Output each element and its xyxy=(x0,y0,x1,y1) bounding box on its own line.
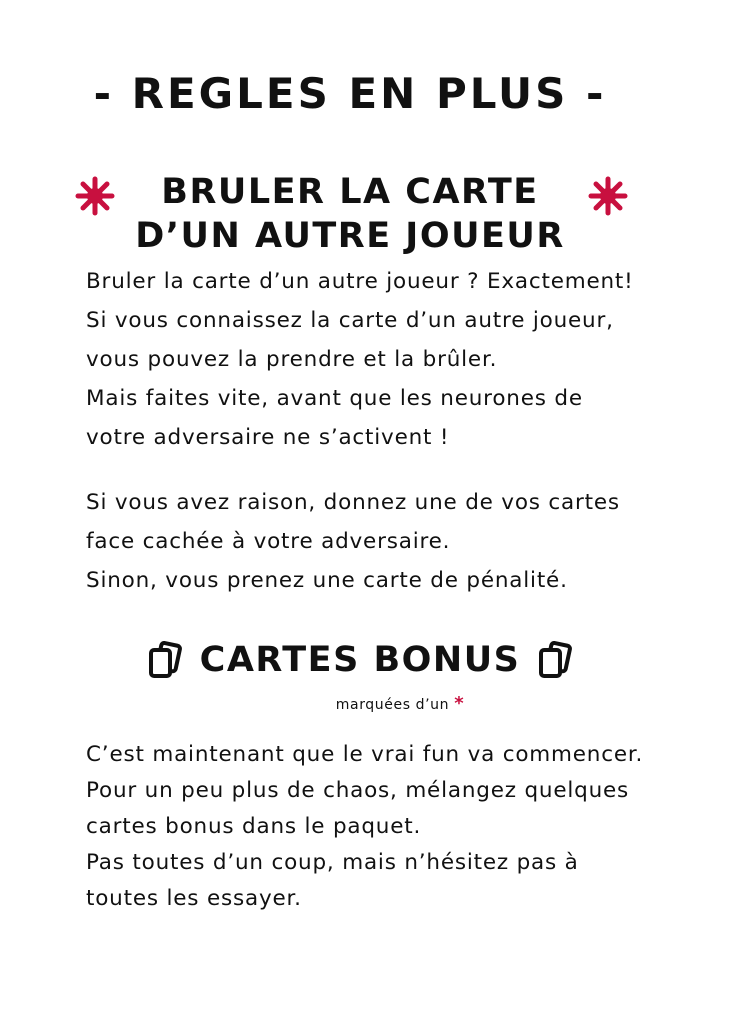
text-line: Pas toutes d’un coup, mais n’hésitez pas à xyxy=(86,850,579,875)
burn-paragraph-1 xyxy=(86,262,716,457)
burn-paragraph-2 xyxy=(86,483,716,600)
bonus-subtitle xyxy=(300,693,500,714)
text-line: Mais faites vite, avant que les neurones de xyxy=(86,386,583,411)
text-line: Pour un peu plus de chaos, mélangez quelques xyxy=(86,778,630,803)
bonus-paragraph xyxy=(86,737,716,917)
burn-section-title xyxy=(0,170,700,258)
text-line: Bruler la carte d’un autre joueur ? Exactement! xyxy=(86,269,634,294)
burn-title-line: D’UN AUTRE JOUEUR xyxy=(135,216,565,256)
text-line: Si vous avez raison, donnez une de vos cartes xyxy=(86,490,620,515)
bonus-section-title xyxy=(0,638,720,682)
text-line: vous pouvez la prendre et la brûler. xyxy=(86,347,498,372)
bonus-subtitle-text: marquées d’un xyxy=(335,697,450,713)
bonus-title-text: CARTES BONUS xyxy=(199,640,521,680)
card-icon xyxy=(148,641,182,679)
text-line: C’est maintenant que le vrai fun va commencer. xyxy=(86,742,644,767)
text-line: cartes bonus dans le paquet. xyxy=(86,814,422,839)
page-title: - REGLES EN PLUS - xyxy=(93,69,607,118)
text-line: Sinon, vous prenez une carte de pénalité. xyxy=(86,568,568,593)
text-line: face cachée à votre adversaire. xyxy=(86,529,451,554)
text-line: votre adversaire ne s’activent ! xyxy=(86,425,450,450)
text-line: Si vous connaissez la carte d’un autre joueur, xyxy=(86,308,614,333)
card-icon xyxy=(538,641,572,679)
text-line: toutes les essayer. xyxy=(86,886,302,911)
asterisk-mark: * xyxy=(454,693,465,714)
burn-title-line: BRULER LA CARTE xyxy=(161,172,539,212)
